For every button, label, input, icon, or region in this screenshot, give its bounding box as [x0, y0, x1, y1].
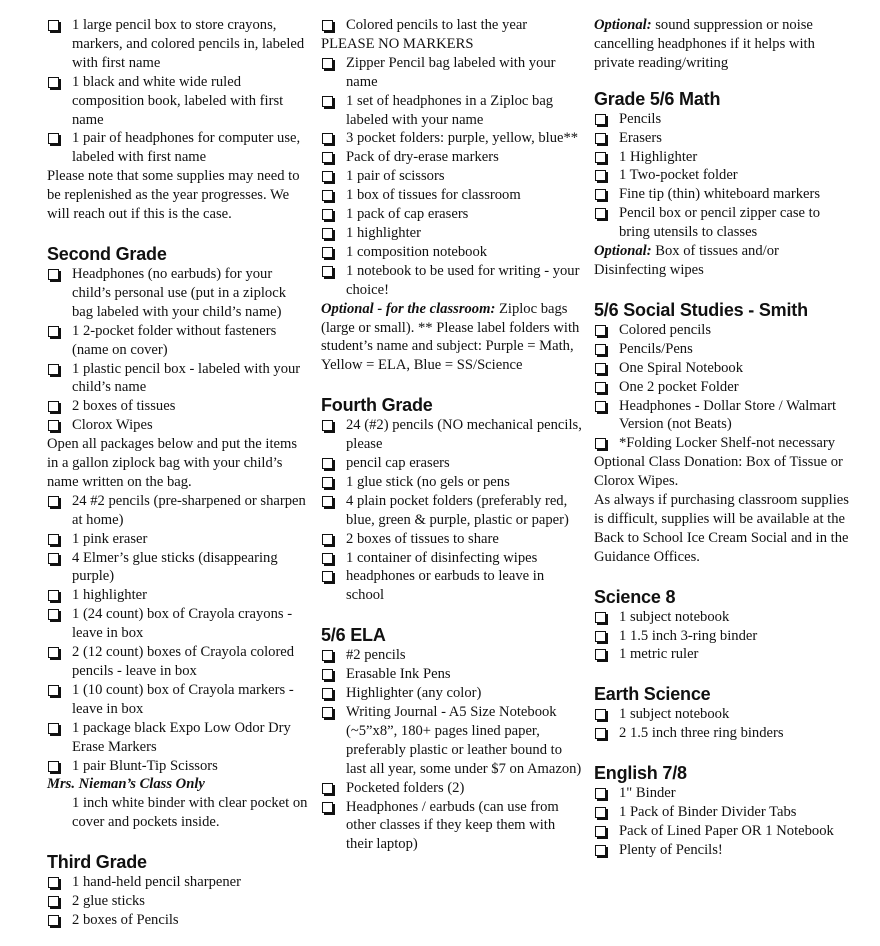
checkbox-icon	[48, 401, 59, 412]
checkbox-icon	[48, 77, 59, 88]
list-item	[47, 397, 309, 416]
list-item-text: Zipper Pencil bag labeled with your name	[346, 54, 556, 90]
no-markers-note: PLEASE NO MARKERS	[321, 35, 474, 52]
column-middle	[321, 16, 583, 854]
list-item	[47, 16, 309, 73]
list-item	[321, 646, 583, 665]
checkbox-icon	[322, 553, 333, 564]
checkbox-icon	[322, 458, 333, 469]
list-item	[321, 205, 583, 224]
checkbox-icon	[595, 401, 606, 412]
list-item-text: 1 highlighter	[346, 224, 421, 241]
list-item	[594, 724, 852, 743]
third-grade-list	[47, 873, 309, 930]
list-item	[47, 322, 309, 360]
earth-science-heading: Earth Science	[594, 684, 711, 705]
list-item-text: #2 pencils	[346, 647, 406, 664]
list-item	[321, 665, 583, 684]
list-item-text: 1 metric ruler	[619, 646, 699, 663]
list-item	[47, 73, 309, 130]
science-8-heading: Science 8	[594, 586, 676, 607]
list-item-text: 2 boxes of Pencils	[72, 911, 179, 928]
checkbox-icon	[48, 723, 59, 734]
list-item	[47, 873, 309, 892]
list-item	[321, 224, 583, 243]
list-item-text: 24 (#2) pencils (NO mechanical pencils, please	[346, 417, 582, 453]
list-item-text: 1 hand-held pencil sharpener	[72, 874, 241, 891]
list-item-text: One 2 pocket Folder	[619, 378, 739, 395]
class-donation-note: Optional Class Donation: Box of Tissue or Clorox Wipes.	[594, 454, 843, 490]
list-item	[321, 129, 583, 148]
list-item-text: 1 pair of scissors	[346, 168, 445, 185]
third-grade-continued-list-a	[321, 16, 583, 35]
list-item	[47, 549, 309, 587]
list-item-text: One Spiral Notebook	[619, 359, 744, 376]
list-item-text: 1 container of disinfecting wipes	[346, 549, 538, 566]
list-item	[321, 473, 583, 492]
list-item	[47, 129, 309, 167]
optional-label: Optional - for the classroom:	[321, 300, 496, 317]
checkbox-icon	[322, 571, 333, 582]
ela-56-heading: 5/6 ELA	[321, 625, 386, 646]
earth-science-list	[594, 705, 852, 743]
list-item-text: 1 Highlighter	[619, 148, 698, 165]
list-item	[594, 378, 852, 397]
list-item	[321, 186, 583, 205]
list-item	[47, 892, 309, 911]
list-item-text: Pencils	[619, 110, 662, 127]
list-item	[594, 129, 852, 148]
list-item-text: 2 1.5 inch three ring binders	[619, 725, 784, 742]
third-grade-heading: Third Grade	[47, 852, 147, 873]
list-item-text: Plenty of Pencils!	[619, 841, 723, 858]
list-item-text: 1 set of headphones in a Ziploc bag labeled with your name	[346, 92, 554, 128]
list-item	[594, 434, 852, 453]
social-studies-heading: 5/6 Social Studies - Smith	[594, 299, 808, 320]
list-item-text: 1 pair Blunt-Tip Scissors	[72, 757, 218, 774]
checkbox-icon	[322, 650, 333, 661]
list-item	[321, 798, 583, 855]
list-item-text: 1 package black Expo Low Odor Dry Erase Markers	[72, 719, 291, 755]
list-item	[47, 719, 309, 757]
checkbox-icon	[322, 133, 333, 144]
list-item	[594, 204, 852, 242]
checkbox-icon	[322, 783, 333, 794]
list-item-text: Pencil box or pencil zipper case to bring utensils to classes	[619, 205, 820, 241]
checkbox-icon	[595, 189, 606, 200]
kinder-supply-list	[47, 16, 309, 167]
checkbox-icon	[595, 631, 606, 642]
checkbox-icon	[48, 553, 59, 564]
list-item-text: Highlighter (any color)	[346, 685, 482, 702]
fourth-grade-list	[321, 416, 583, 605]
list-item-text: 1 Two-pocket folder	[619, 167, 738, 184]
checkbox-icon	[595, 826, 606, 837]
checkbox-icon	[48, 609, 59, 620]
list-item	[321, 549, 583, 568]
list-item	[47, 416, 309, 435]
list-item-text: 1 notebook to be used for writing - your choice!	[346, 262, 580, 298]
list-item	[47, 681, 309, 719]
checkbox-icon	[48, 364, 59, 375]
checkbox-icon	[595, 114, 606, 125]
list-item	[321, 416, 583, 454]
list-item-text: 1 large pencil box to store crayons, markers, and colored pencils in, labeled with first name	[72, 17, 305, 71]
list-item	[47, 757, 309, 776]
list-item	[321, 16, 583, 35]
checkbox-icon	[595, 612, 606, 623]
list-item	[321, 167, 583, 186]
list-item-text: Colored pencils to last the year	[346, 17, 528, 33]
list-item-text: Headphones / earbuds (can use from other classes if they keep them with their laptop)	[346, 798, 559, 853]
checkbox-icon	[48, 590, 59, 601]
list-item	[321, 567, 583, 605]
column-left	[47, 16, 309, 930]
optional-text: Box of tissues and/or Disinfecting wipes	[594, 243, 779, 278]
list-item-text: 1 black and white wide ruled composition book, labeled with first name	[72, 73, 284, 128]
list-item	[594, 185, 852, 204]
social-studies-list	[594, 321, 852, 453]
list-item-text: 1 pair of headphones for computer use, labeled with first name	[72, 130, 301, 166]
list-item-text: 4 Elmer’s glue sticks (disappearing purple)	[72, 549, 278, 585]
checkbox-icon	[595, 170, 606, 181]
checkbox-icon	[322, 420, 333, 431]
checkbox-icon	[322, 96, 333, 107]
checkbox-icon	[48, 496, 59, 507]
english-78-list	[594, 784, 852, 860]
list-item	[47, 605, 309, 643]
list-item	[321, 262, 583, 300]
ela-56-list	[321, 646, 583, 854]
list-item	[594, 397, 852, 435]
checkbox-icon	[48, 534, 59, 545]
list-item-text: Fine tip (thin) whiteboard markers	[619, 186, 821, 203]
checkbox-icon	[322, 247, 333, 258]
checkbox-icon	[595, 325, 606, 336]
optional-label: Optional:	[594, 17, 652, 33]
list-item-text: 2 (12 count) boxes of Crayola colored pencils - leave in box	[72, 644, 295, 679]
list-item	[594, 784, 852, 803]
checkbox-icon	[48, 326, 59, 337]
list-item	[321, 530, 583, 549]
list-item-text: Erasable Ink Pens	[346, 666, 451, 683]
list-item	[594, 627, 852, 646]
checkbox-icon	[322, 58, 333, 69]
fourth-grade-heading: Fourth Grade	[321, 395, 433, 416]
checkbox-icon	[595, 344, 606, 355]
list-item	[594, 705, 852, 724]
list-item	[321, 684, 583, 703]
checkbox-icon	[48, 915, 59, 926]
list-item-text: Erasers	[619, 129, 662, 146]
list-item-text: Pack of dry-erase markers	[346, 149, 499, 166]
list-item	[47, 360, 309, 398]
class-only-note: 1 inch white binder with clear pocket on cover and pockets inside.	[72, 795, 308, 831]
ela-optional-note	[594, 16, 852, 73]
checkbox-icon	[48, 877, 59, 888]
list-item-text: Pocketed folders (2)	[346, 779, 465, 796]
checkbox-icon	[322, 209, 333, 220]
list-item	[47, 586, 309, 605]
column-right	[594, 16, 852, 860]
checkbox-icon	[595, 152, 606, 163]
checkbox-icon	[595, 363, 606, 374]
checkbox-icon	[48, 647, 59, 658]
list-item-text: 4 plain pocket folders (preferably red, blue, green & purple, plastic or paper)	[346, 492, 569, 528]
list-item	[321, 703, 583, 779]
checkbox-icon	[48, 133, 59, 144]
checkbox-icon	[322, 802, 333, 813]
list-item	[321, 92, 583, 130]
list-item	[594, 841, 852, 860]
list-item-text: Colored pencils	[619, 321, 712, 338]
list-item-text: 24 #2 pencils (pre-sharpened or sharpen at home)	[72, 492, 306, 528]
list-item-text: pencil cap erasers	[346, 455, 450, 472]
list-item-text: headphones or earbuds to leave in school	[346, 568, 545, 604]
list-item	[47, 492, 309, 530]
list-item-text: 1 (10 count) box of Crayola markers - leave in box	[72, 681, 294, 717]
checkbox-icon	[595, 133, 606, 144]
list-item	[594, 166, 852, 185]
list-item-text: *Folding Locker Shelf-not necessary	[619, 435, 836, 452]
list-item-text: 1 pink eraser	[72, 530, 148, 547]
checkbox-icon	[322, 190, 333, 201]
list-item-text: 3 pocket folders: purple, yellow, blue**	[346, 130, 579, 147]
checkbox-icon	[322, 688, 333, 699]
list-item-text: Pack of Lined Paper OR 1 Notebook	[619, 823, 834, 839]
checkbox-icon	[595, 208, 606, 219]
checkbox-icon	[595, 649, 606, 660]
list-item-text: Writing Journal - A5 Size Notebook (~5”x8”, 180+ pages lined paper, preferably plastic or leather bound to last all year, some under $7 on Amazon)	[346, 704, 582, 777]
english-78-heading: English 7/8	[594, 763, 687, 784]
list-item	[594, 321, 852, 340]
list-item	[321, 779, 583, 798]
list-item	[47, 265, 309, 322]
list-item-text: Headphones (no earbuds) for your child’s personal use (put in a ziplock bag labeled with your child’s name)	[72, 265, 286, 320]
checkbox-icon	[322, 152, 333, 163]
list-item	[321, 54, 583, 92]
optional-label: Optional:	[594, 243, 652, 260]
list-item	[594, 645, 852, 664]
list-item	[594, 803, 852, 822]
list-item-text: 1 glue stick (no gels or pens	[346, 473, 510, 490]
second-grade-note: Open all packages below and put the items in a gallon ziplock bag with your child’s name written on the bag.	[47, 436, 298, 490]
list-item	[594, 110, 852, 129]
list-item-text: 1 2-pocket folder without fasteners (name on cover)	[72, 322, 277, 358]
checkbox-icon	[48, 685, 59, 696]
list-item-text: Pencils/Pens	[619, 340, 693, 357]
list-item	[594, 359, 852, 378]
list-item	[321, 243, 583, 262]
science-8-list	[594, 608, 852, 665]
math-56-heading: Grade 5/6 Math	[594, 88, 721, 109]
checkbox-icon	[595, 807, 606, 818]
checkbox-icon	[48, 20, 59, 31]
list-item	[321, 454, 583, 473]
checkbox-icon	[322, 669, 333, 680]
list-item	[594, 148, 852, 167]
checkbox-icon	[48, 420, 59, 431]
math-optional-note	[594, 242, 852, 280]
list-item-text: 1 highlighter	[72, 587, 147, 604]
second-grade-list-a	[47, 265, 309, 435]
list-item-text: 1 Pack of Binder Divider Tabs	[619, 804, 797, 821]
list-item-text: 2 glue sticks	[72, 893, 145, 910]
list-item-text: 1 composition notebook	[346, 243, 488, 260]
checkbox-icon	[48, 269, 59, 280]
list-item	[594, 608, 852, 627]
list-item-text: 1 pack of cap erasers	[346, 206, 469, 223]
checkbox-icon	[322, 266, 333, 277]
checkbox-icon	[322, 20, 333, 31]
second-grade-heading: Second Grade	[47, 243, 167, 264]
optional-text: Ziploc bags (large or small). ** Please label folders with student’s name and subject: Purple = Math, Yellow = ELA, Blue = SS/Science	[321, 300, 580, 374]
list-item	[47, 911, 309, 930]
checkbox-icon	[595, 845, 606, 856]
list-item	[594, 822, 852, 841]
checkbox-icon	[322, 171, 333, 182]
checkbox-icon	[322, 477, 333, 488]
checkbox-icon	[595, 709, 606, 720]
list-item	[321, 148, 583, 167]
checkbox-icon	[595, 438, 606, 449]
list-item-text: 2 boxes of tissues	[72, 398, 176, 415]
replenish-note: Please note that some supplies may need to be replenished as the year progresses. We will reach out if this is the case.	[47, 168, 300, 223]
checkbox-icon	[322, 707, 333, 718]
checkbox-icon	[322, 496, 333, 507]
list-item	[47, 643, 309, 681]
list-item-text: 2 boxes of tissues to share	[346, 530, 499, 547]
list-item-text: 1 subject notebook	[619, 608, 730, 625]
class-only-label: Mrs. Nieman’s Class Only	[47, 776, 205, 793]
checkbox-icon	[48, 761, 59, 772]
list-item-text: 1 box of tissues for classroom	[346, 187, 521, 204]
checkbox-icon	[595, 382, 606, 393]
checkbox-icon	[595, 788, 606, 799]
third-grade-continued-list-b	[321, 54, 583, 300]
list-item-text: Clorox Wipes	[72, 417, 153, 434]
list-item-text: 1" Binder	[619, 785, 676, 802]
list-item	[594, 340, 852, 359]
list-item	[47, 530, 309, 549]
checkbox-icon	[48, 896, 59, 907]
second-grade-list-b	[47, 492, 309, 776]
list-item-text: 1 subject notebook	[619, 706, 730, 723]
list-item-text: 1 1.5 inch 3-ring binder	[619, 627, 758, 644]
checkbox-icon	[595, 728, 606, 739]
purchasing-note: As always if purchasing classroom supplies is difficult, supplies will be available at the Back to School Ice Cream Social and in the Guidance Offices.	[594, 492, 849, 565]
checkbox-icon	[322, 534, 333, 545]
list-item-text: 1 plastic pencil box - labeled with your child’s name	[72, 360, 301, 396]
optional-text: sound suppression or noise cancelling headphones if it helps with private reading/writing	[594, 17, 815, 71]
checkbox-icon	[322, 228, 333, 239]
math-56-list	[594, 110, 852, 242]
list-item	[321, 492, 583, 530]
optional-classroom-note	[321, 300, 583, 376]
list-item-text: 1 (24 count) box of Crayola crayons - leave in box	[72, 606, 293, 642]
list-item-text: Headphones - Dollar Store / Walmart Version (not Beats)	[619, 397, 836, 433]
